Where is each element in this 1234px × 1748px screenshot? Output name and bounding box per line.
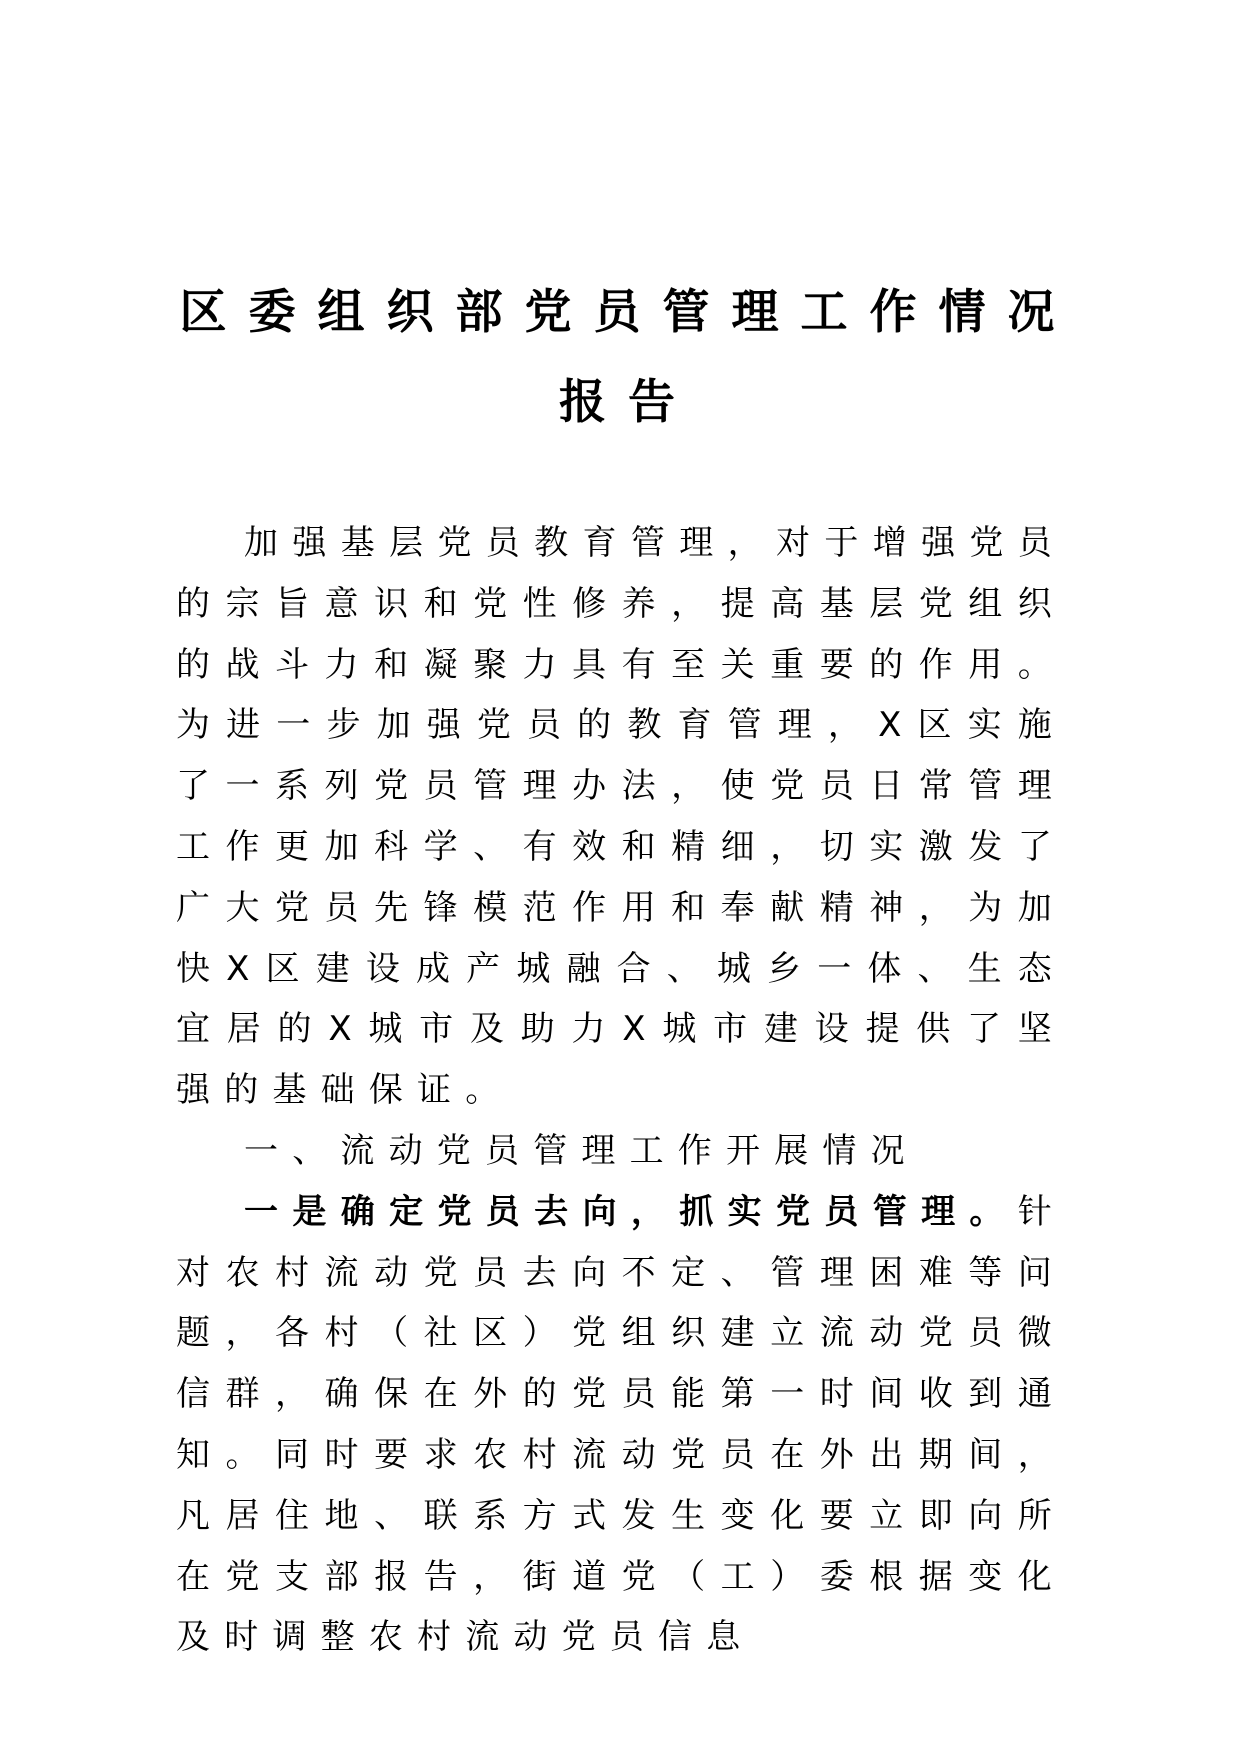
paragraph-lead-bold: 一是确定党员去向，抓实党员管理。: [244, 1191, 1018, 1232]
paragraph-body-text: 针对农村流动党员去向不定、管理困难等问题，各村（社区）党组织建立流动党员微信群，确保在外的党员能第一时间收到通知。同时要求农村流动党员在外出期间，凡居住地、联系方式发生变化要立即向所在党支部报告，街道党（工）委根据变化及时调整农村流动党员信息: [176, 1191, 1066, 1658]
paragraph-section1-point1: [176, 1182, 1066, 1668]
document-title: [130, 268, 1104, 448]
section-heading-1: 一、流动党员管理工作开展情况: [244, 1130, 919, 1171]
paragraph-intro: 加强基层党员教育管理，对于增强党员的宗旨意识和党性修养，提高基层党组织的战斗力和凝聚力具有至关重要的作用。为进一步加强党员的教育管理，X区实施了一系列党员管理办法，使党员日常管理工作更加科学、有效和精细，切实激发了广大党员先锋模范作用和奉献精神，为加快X区建设成产城融合、城乡一体、生态宜居的X城市及助力X城市建设提供了坚强的基础保证。: [176, 523, 1066, 1111]
title-line-1: 区委组织部党员管理工作情况: [179, 285, 1077, 340]
document-body: [176, 513, 1066, 1668]
title-line-2: 报告: [559, 375, 697, 430]
